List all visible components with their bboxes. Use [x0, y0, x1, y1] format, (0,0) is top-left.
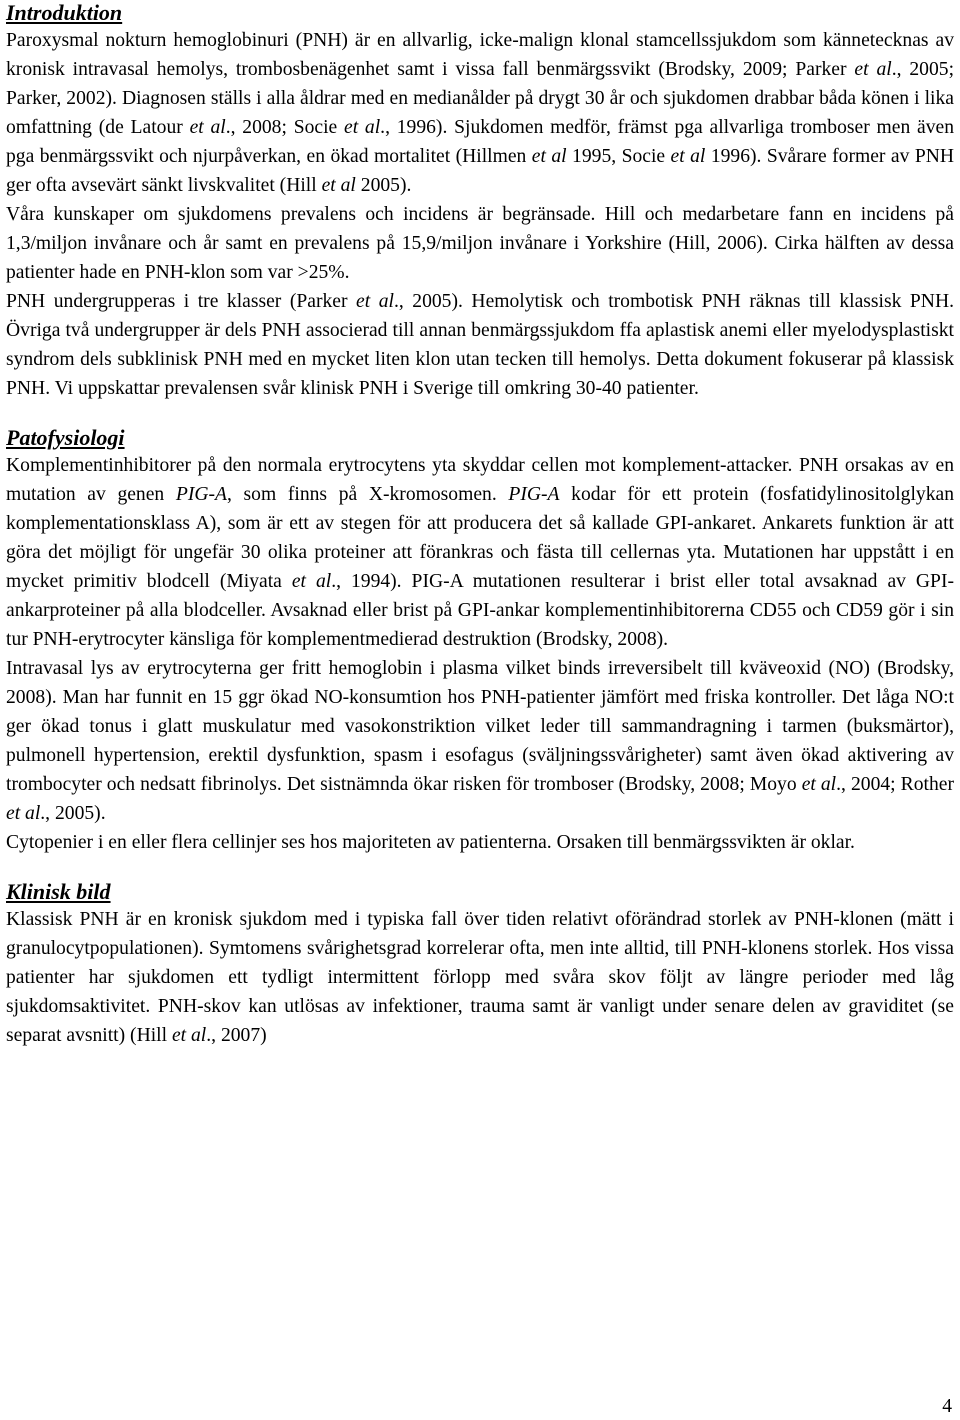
- text-run: ., 1996). Sjukdomen medför, främst pga allvarliga tromboser men även pga benmärgssvikt och njurpåverkan, en ökad mortalitet (Hillmen: [6, 117, 955, 167]
- italic-text: et al: [531, 146, 567, 167]
- italic-text: et al: [854, 59, 892, 80]
- text-run: Komplementinhibitorer på den normala erytrocytens yta skyddar cellen mot komplement-attacker. PNH orsakas av en mutation av genen: [6, 455, 954, 505]
- text-run: ., 2004; Rother: [836, 774, 954, 795]
- text-run: 1996). Svårare former av PNH ger ofta avsevärt sänkt livskvalitet (Hill: [6, 146, 955, 196]
- text-run: ., 2005; Parker, 2002). Diagnosen ställs i alla åldrar med en medianålder på drygt 30 år och sjukdomen drabbar båda könen i lika omfattning (de Latour: [6, 59, 955, 138]
- text-run: Paroxysmal nokturn hemoglobinuri (PNH) är en allvarlig, icke-malign klonal stamcellssjukdom som kännetecknas av kronisk intravasal hemolys, trombosbenägenhet samt i vissa fall benmärgssvikt (Brodsky, 2009; Parker: [6, 30, 954, 80]
- text-run: Klassisk PNH är en kronisk sjukdom med i typiska fall över tiden relativt oförändrad storlek av PNH-klonen (mätt i granulocytpopulationen). Symtomens svårighetsgrad korrelerar ofta, men inte alltid, till PNH-klonens storlek. Hos vissa patienter har sjukdomen ett tydligt intermittent förlopp med svåra skov följt av längre perioder med låg sjukdomsaktivitet. PNH-skov kan utlösas av infektioner, trauma samt är vanligt under senare delen av graviditet (se separat avsnitt) (Hill: [6, 909, 954, 1046]
- text-run: ., 2007): [206, 1025, 267, 1046]
- section-heading: Introduktion: [6, 0, 123, 25]
- section-heading: Patofysiologi: [6, 425, 125, 450]
- section-heading: Klinisk bild: [6, 879, 111, 904]
- text-run: , som finns på X-kromosomen.: [227, 484, 509, 505]
- italic-text: PIG-A: [175, 484, 228, 505]
- text-run: ., 2005).: [40, 803, 106, 824]
- italic-text: et al: [171, 1025, 207, 1046]
- italic-text: et al: [321, 175, 356, 196]
- text-run: 2005).: [355, 175, 412, 196]
- text-run: ., 2008; Socie: [225, 117, 345, 138]
- paragraph: [6, 654, 954, 828]
- italic-text: PIG-A: [508, 484, 560, 505]
- italic-text: et al: [344, 117, 381, 138]
- italic-text: et al: [670, 146, 706, 167]
- italic-text: et al: [801, 774, 837, 795]
- paragraph: [6, 200, 954, 287]
- page-number: 4: [942, 1396, 952, 1417]
- text-run: ., 2005). Hemolytisk och trombotisk PNH räknas till klassisk PNH. Övriga två undergrupper är dels PNH associerad till annan benmärgssjukdom ffa aplastisk anemi eller myelodysplastiskt syndrom dels subklinisk PNH med en mycket liten klon utan tecken till hemolys. Detta dokument fokuserar på klassisk PNH. Vi uppskattar prevalensen svår klinisk PNH i Sverige till omkring 30-40 patienter.: [6, 291, 954, 399]
- text-run: Intravasal lys av erytrocyterna ger fritt hemoglobin i plasma vilket binds irreversibelt till kväveoxid (NO) (Brodsky, 2008). Man har funnit en 15 ggr ökad NO-konsumtion hos PNH-patienter jämfört med friska kontroller. Det låga NO:t ger ökad tonus i glatt muskulatur med vasokonstriktion vilket leder till sammandragning i tarmen (buksmärtor), pulmonell hypertension, erektil dysfunktion, spasm i esofagus (sväljningssvårigheter) samt även ökad aktivering av trombocyter och nedsatt fibrinolys. Det sistnämnda ökar risken för tromboser (Brodsky, 2008; Moyo: [6, 658, 954, 795]
- paragraph: [6, 905, 954, 1050]
- paragraph: [6, 26, 954, 200]
- text-run: 1995, Socie: [566, 146, 671, 167]
- section-introduktion: [6, 0, 954, 403]
- italic-text: et al: [189, 117, 226, 138]
- document-page: [6, 0, 954, 1050]
- section-klinisk-bild: [6, 879, 954, 1050]
- text-run: ., 1994). PIG-A mutationen resulterar i brist eller total avsaknad av GPI-ankarproteiner på alla blodceller. Avsaknad eller brist på GPI-ankar komplementinhibitorerna CD55 och CD59 gör i sin tur PNH-erytrocyter känsliga för komplementmedierad destruktion (Brodsky, 2008).: [6, 571, 955, 650]
- paragraph: [6, 828, 954, 857]
- italic-text: et al: [291, 571, 332, 592]
- text-run: PNH undergrupperas i tre klasser (Parker: [6, 291, 357, 312]
- text-run: Våra kunskaper om sjukdomens prevalens och incidens är begränsade. Hill och medarbetare fann en incidens på 1,3/miljon invånare och år samt en prevalens på 15,9/miljon invånare i Yorkshire (Hill, 2006). Cirka hälften av dessa patienter hade en PNH-klon som var >25%.: [6, 204, 954, 283]
- italic-text: et al: [6, 803, 41, 824]
- text-run: Cytopenier i en eller flera cellinjer ses hos majoriteten av patienterna. Orsaken till benmärgssvikten är oklar.: [6, 832, 855, 853]
- text-run: kodar för ett protein (fosfatidylinositolglykan komplementationsklass A), som är ett av stegen för att producera det så kallade GPI-ankaret. Ankarets funktion är att göra det möjligt för ungefär 30 olika proteiner att förankras och fästa till cellernas yta. Mutationen har uppstått i en mycket primitiv blodcell (Miyata: [6, 484, 954, 592]
- italic-text: et al: [356, 291, 394, 312]
- paragraph: [6, 287, 954, 403]
- section-patofysiologi: [6, 425, 954, 857]
- paragraph: [6, 451, 954, 654]
